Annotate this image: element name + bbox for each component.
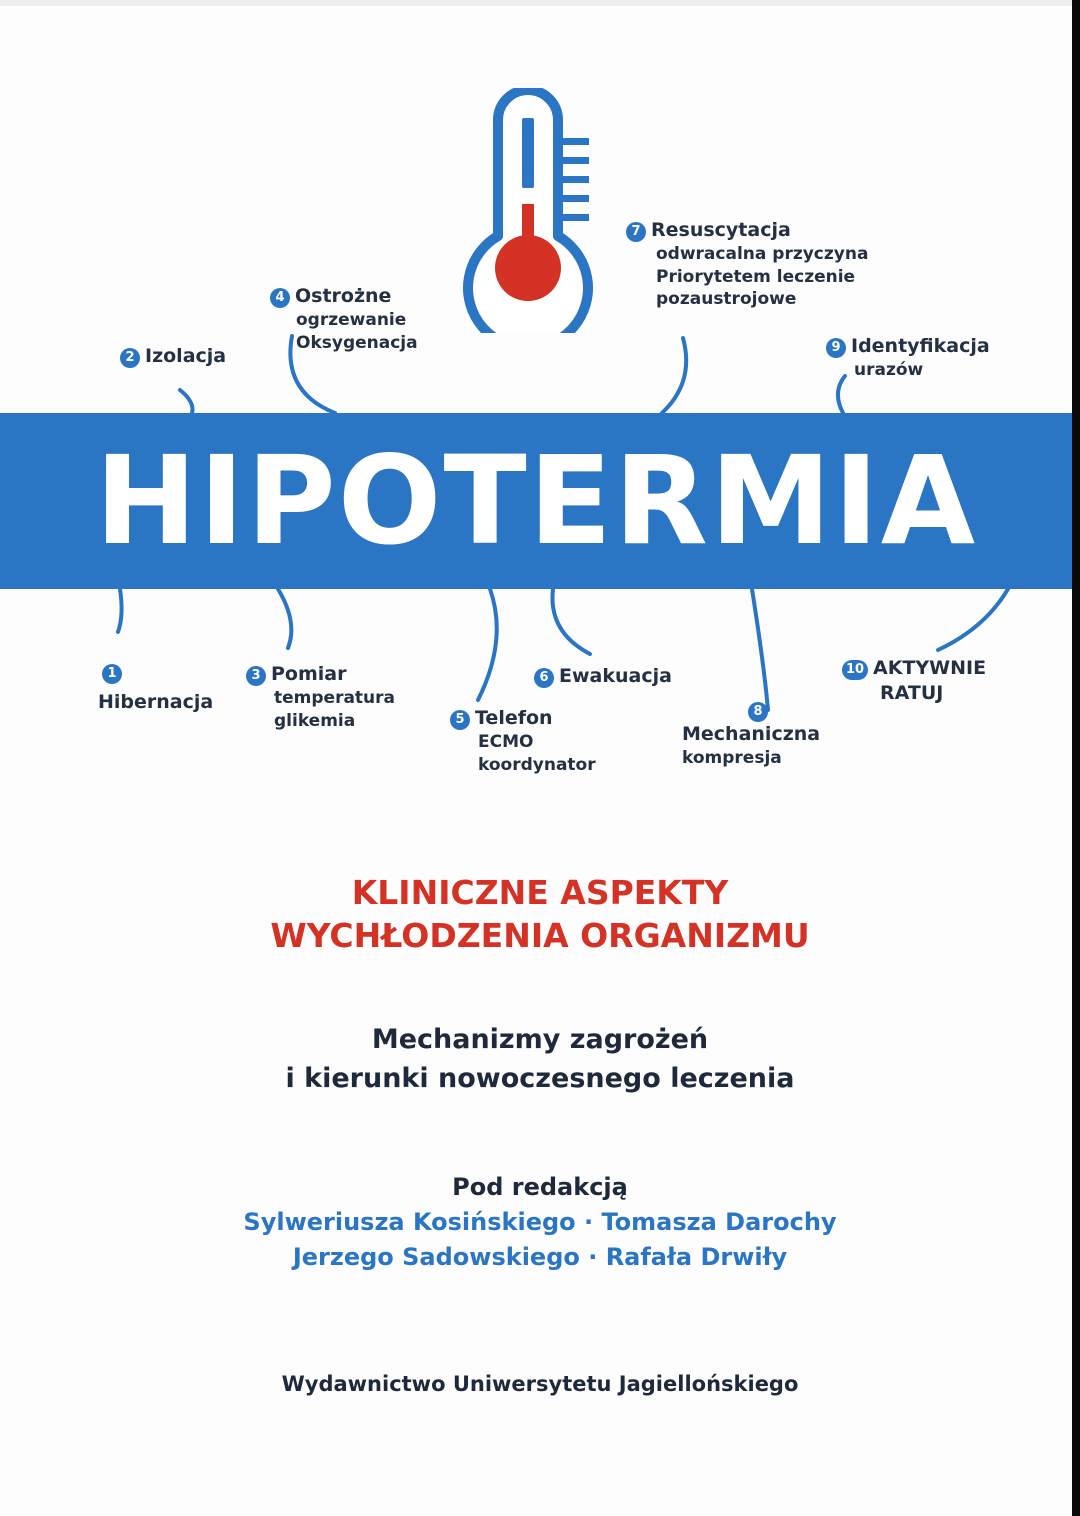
connector-1 [118, 589, 122, 632]
item-line: Oksygenacja [296, 332, 418, 353]
item-10 [842, 656, 986, 706]
subtitle-dark [0, 1020, 1080, 1098]
item-7 [626, 218, 868, 310]
item-8 [682, 702, 820, 770]
item-line: urazów [854, 360, 924, 381]
number-badge: 1 [102, 664, 122, 684]
item-label: Telefon [475, 707, 553, 729]
connector-2 [180, 390, 193, 413]
subtitle-dark-line: Mechanizmy zagrożeń [371, 1024, 709, 1055]
number-badge: 4 [270, 288, 290, 308]
connector-8 [752, 589, 768, 710]
item-line: ECMO [478, 732, 534, 753]
item-9 [826, 334, 990, 382]
connector-3 [278, 589, 291, 648]
connector-5 [478, 589, 497, 700]
connector-6 [552, 589, 590, 654]
item-label: Ewakuacja [559, 665, 672, 687]
number-badge: 7 [626, 222, 646, 242]
editors-label: Pod redakcją [452, 1173, 628, 1201]
editors-block [0, 1170, 1080, 1274]
number-badge: 10 [842, 660, 868, 680]
item-3 [246, 662, 395, 732]
subtitle-red-line: WYCHŁODZENIA ORGANIZMU [270, 915, 810, 955]
connector-10 [938, 589, 1008, 650]
item-4 [270, 284, 418, 354]
item-5 [450, 706, 596, 776]
item-line: glikemia [274, 710, 356, 731]
item-label: Hibernacja [98, 691, 214, 713]
item-line: pozaustrojowe [656, 288, 797, 309]
subtitle-red [0, 872, 1080, 958]
number-badge: 6 [534, 668, 554, 688]
item-label: Pomiar [271, 663, 347, 685]
number-badge: 5 [450, 710, 470, 730]
item-2 [120, 344, 226, 369]
item-line: odwracalna przyczyna [656, 244, 869, 265]
number-badge: 9 [826, 338, 846, 358]
item-label: AKTYWNIE [873, 657, 987, 679]
item-line: koordynator [478, 754, 596, 775]
number-badge: 3 [246, 666, 266, 686]
item-1 [98, 664, 213, 715]
editors-line: Sylweriusza Kosińskiego · Tomasza Darochy [243, 1207, 837, 1236]
item-label: Resuscytacja [651, 219, 791, 241]
main-title: HIPOTERMIA [94, 430, 978, 572]
subtitle-dark-line: i kierunki nowoczesnego leczenia [285, 1063, 795, 1095]
item-line: RATUJ [880, 682, 944, 705]
item-label: Mechaniczna [682, 723, 821, 745]
item-6 [534, 664, 672, 689]
item-label: Identyfikacja [851, 335, 990, 357]
connector-9 [838, 376, 845, 413]
subtitle-red-line: KLINICZNE ASPEKTY [351, 873, 729, 912]
item-line: temperatura [274, 688, 396, 709]
item-line: kompresja [682, 748, 782, 769]
item-label: Ostrożne [295, 285, 392, 307]
number-badge: 2 [120, 348, 140, 368]
connector-7 [662, 338, 686, 413]
item-label: Izolacja [145, 345, 227, 367]
publisher: Wydawnictwo Uniwersytetu Jagiellońskiego [281, 1372, 799, 1396]
editors-line: Jerzego Sadowskiego · Rafała Drwiły [292, 1242, 788, 1271]
item-line: Priorytetem leczenie [656, 266, 856, 287]
number-badge: 8 [748, 702, 768, 722]
item-line: ogrzewanie [296, 310, 407, 331]
